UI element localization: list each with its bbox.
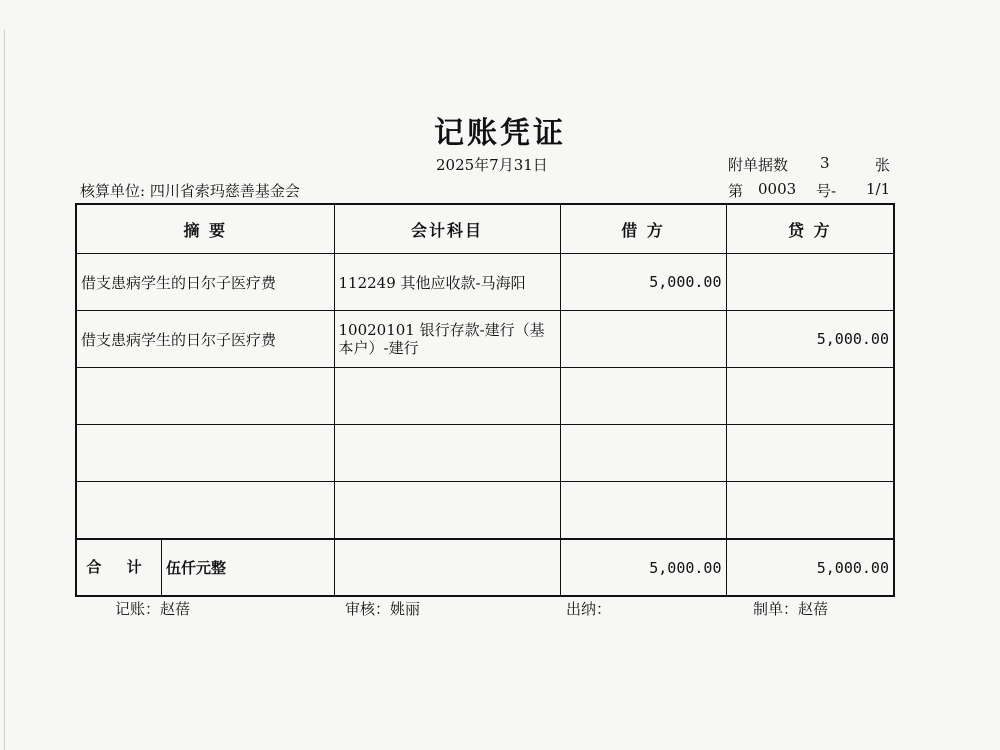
table-row: [76, 482, 894, 540]
voucher-prefix: 第: [728, 182, 744, 200]
row-summary: [76, 482, 334, 540]
header-account: 会计科目: [334, 204, 560, 254]
total-amount-words: 伍仟元整: [166, 559, 227, 577]
attachments-count: 3: [820, 154, 830, 172]
attachments-label: 附单据数: [728, 156, 789, 174]
row-account: [334, 482, 560, 540]
reviewer: 审核：姚丽: [345, 600, 421, 618]
row-credit: 5,000.00: [726, 311, 894, 368]
row-credit: [726, 254, 894, 311]
unit-name: 四川省索玛慈善基金会: [149, 182, 300, 200]
row-summary: [76, 368, 334, 425]
row-summary: [76, 425, 334, 482]
table-row: [76, 311, 894, 368]
voucher-num: 0003: [758, 180, 797, 198]
bookkeeper: 记账：赵蓓: [115, 600, 191, 618]
table-row: [76, 368, 894, 425]
header-summary: 摘 要: [76, 204, 334, 254]
unit-label: 核算单位:: [80, 182, 146, 200]
voucher-number: [728, 180, 892, 201]
row-debit: [560, 425, 726, 482]
row-debit: [560, 311, 726, 368]
attachments-unit: 张: [875, 156, 891, 174]
row-debit: [560, 482, 726, 540]
total-label: 合 计: [77, 540, 162, 595]
total-cell: [76, 539, 334, 596]
table-row: [76, 425, 894, 482]
row-credit: [726, 425, 894, 482]
row-account: [334, 368, 560, 425]
row-credit: [726, 368, 894, 425]
voucher-page: 1/1: [866, 180, 891, 198]
accounting-unit: [80, 180, 300, 201]
voucher-suffix: 号-: [816, 182, 837, 200]
voucher-date: 2025年7月31日: [436, 156, 548, 174]
row-account: 112249 其他应收款-马海阳: [334, 254, 560, 311]
table-row: [76, 254, 894, 311]
total-credit: 5,000.00: [726, 539, 894, 596]
total-empty: [334, 539, 560, 596]
attachments-info: [728, 154, 892, 175]
total-debit: 5,000.00: [560, 539, 726, 596]
row-account: 10020101 银行存款-建行（基本户）-建行: [334, 311, 560, 368]
row-debit: [560, 368, 726, 425]
total-row: [76, 539, 894, 596]
row-credit: [726, 482, 894, 540]
preparer: 制单：赵蓓: [753, 600, 829, 618]
cashier: 出纳：: [566, 600, 612, 618]
row-summary: 借支患病学生的日尔子医疗费: [76, 254, 334, 311]
row-account: [334, 425, 560, 482]
header-credit: 贷 方: [726, 204, 894, 254]
row-debit: 5,000.00: [560, 254, 726, 311]
row-summary: 借支患病学生的日尔子医疗费: [76, 311, 334, 368]
header-debit: 借 方: [560, 204, 726, 254]
voucher-title: 记账凭证: [434, 116, 566, 151]
table-header: [76, 204, 894, 254]
voucher-table: [75, 203, 895, 597]
